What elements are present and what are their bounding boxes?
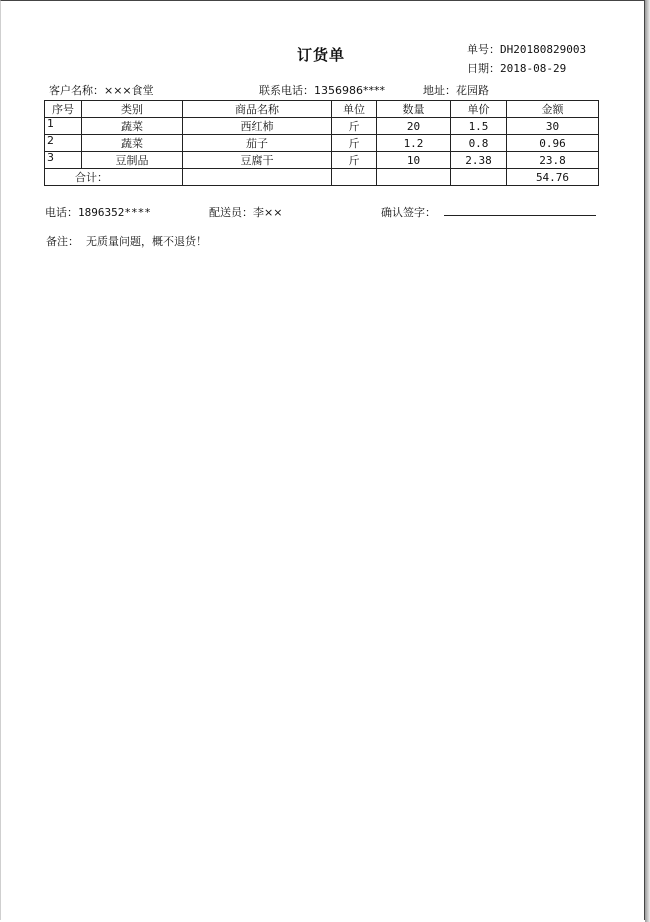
column-header: 类别 xyxy=(82,101,183,118)
table-header-row xyxy=(45,101,599,118)
empty-cell xyxy=(451,169,507,186)
category-cell: 蔬菜 xyxy=(82,135,183,152)
unit-cell: 斤 xyxy=(332,152,377,169)
category-cell: 蔬菜 xyxy=(82,118,183,135)
customer-phone-value: 1356986**** xyxy=(314,84,385,97)
unit-cell: 斤 xyxy=(332,135,377,152)
table-row xyxy=(45,135,599,152)
amount-cell: 0.96 xyxy=(507,135,599,152)
table-total-row xyxy=(45,169,599,186)
customer-phone-label: 联系电话： xyxy=(259,84,314,97)
row-index: 1 xyxy=(45,118,82,135)
footer-phone-label: 电话： xyxy=(45,206,78,219)
product-cell: 西红柿 xyxy=(183,118,332,135)
product-cell: 豆腐干 xyxy=(183,152,332,169)
footer-phone-value: 1896352**** xyxy=(78,206,151,219)
table-row xyxy=(45,152,599,169)
order-number xyxy=(467,41,586,57)
empty-cell xyxy=(377,169,451,186)
order-number-label: 单号： xyxy=(467,43,500,56)
customer-name-value: ×××食堂 xyxy=(104,84,154,97)
product-cell: 茄子 xyxy=(183,135,332,152)
customer-name-label: 客户名称： xyxy=(49,84,104,97)
column-header: 单位 xyxy=(332,101,377,118)
remark-text: 无质量问题，概不退货！ xyxy=(86,235,207,248)
row-index: 3 xyxy=(45,152,82,169)
price-cell: 1.5 xyxy=(451,118,507,135)
quantity-cell: 10 xyxy=(377,152,451,169)
column-header: 单价 xyxy=(451,101,507,118)
order-date-label: 日期： xyxy=(467,62,500,75)
quantity-cell: 20 xyxy=(377,118,451,135)
order-date-value: 2018-08-29 xyxy=(500,62,567,75)
column-header: 序号 xyxy=(45,101,82,118)
total-amount: 54.76 xyxy=(507,169,599,186)
footer-courier xyxy=(209,204,282,220)
footer-phone xyxy=(45,204,151,220)
price-cell: 2.38 xyxy=(451,152,507,169)
empty-cell xyxy=(332,169,377,186)
order-date xyxy=(467,60,566,76)
page-edge-shadow xyxy=(645,0,650,922)
remark-label: 备注： xyxy=(46,235,79,248)
signature-label: 确认签字： xyxy=(381,206,436,219)
column-header: 金额 xyxy=(507,101,599,118)
customer-address-value: 花园路 xyxy=(456,84,489,97)
courier-label: 配送员： xyxy=(209,206,253,219)
customer-name xyxy=(49,82,154,98)
order-table xyxy=(44,100,599,186)
price-cell: 0.8 xyxy=(451,135,507,152)
document-title: 订货单 xyxy=(297,46,346,64)
order-number-value: DH20180829003 xyxy=(500,43,587,56)
amount-cell: 23.8 xyxy=(507,152,599,169)
amount-cell: 30 xyxy=(507,118,599,135)
signature-line xyxy=(444,215,596,216)
customer-address-label: 地址： xyxy=(423,84,456,97)
customer-phone xyxy=(259,82,385,98)
category-cell: 豆制品 xyxy=(82,152,183,169)
unit-cell: 斤 xyxy=(332,118,377,135)
column-header: 商品名称 xyxy=(183,101,332,118)
remark xyxy=(46,233,207,249)
quantity-cell: 1.2 xyxy=(377,135,451,152)
customer-address xyxy=(423,82,489,98)
row-index: 2 xyxy=(45,135,82,152)
empty-cell xyxy=(183,169,332,186)
total-label: 合计： xyxy=(45,169,183,186)
column-header: 数量 xyxy=(377,101,451,118)
courier-value: 李×× xyxy=(253,206,283,219)
table-row xyxy=(45,118,599,135)
